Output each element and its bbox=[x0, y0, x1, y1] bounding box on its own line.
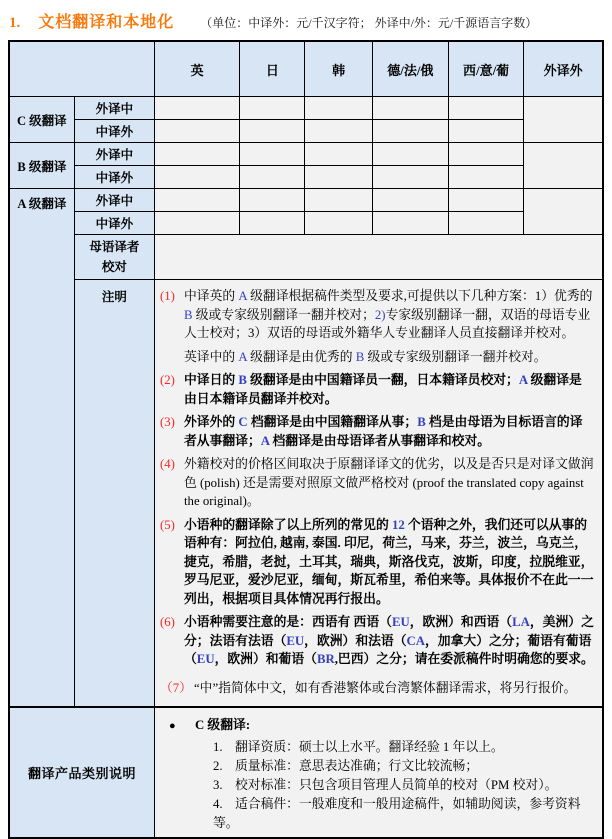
price-cell bbox=[240, 189, 305, 212]
note-text: 小语种的翻译除了以上所列的常见的 12 个语种之外，我们还可以从事的语种有：阿拉伯, 越南, 泰国. 印尼，荷兰，马来，芬兰，波兰，乌克兰，捷克，希腊，老挝，土耳其，瑞典，斯洛伐克，波斯，印度，拉脱维亚，罗马尼亚，爱沙尼亚，缅甸，斯瓦希里，希伯来等。具体报价不在此一一列出，根据项目具体情况再行报出。 bbox=[183, 517, 594, 606]
category-description-content bbox=[154, 707, 603, 838]
note-marker: (6) bbox=[159, 615, 175, 629]
note-item bbox=[160, 287, 594, 343]
c-level-spec-list bbox=[169, 738, 596, 833]
table-row bbox=[9, 189, 603, 212]
title-number: 1. bbox=[9, 15, 21, 31]
table-header-row bbox=[9, 41, 603, 97]
notes-row bbox=[9, 280, 603, 708]
note-marker bbox=[160, 348, 184, 367]
list-item: 翻译资质：硕士以上水平。翻译经验 1 年以上。 bbox=[234, 740, 504, 754]
note-marker: (4) bbox=[159, 457, 175, 471]
notes-cell bbox=[154, 280, 603, 708]
row-label-direction: 外译中 bbox=[74, 97, 154, 120]
price-cell bbox=[305, 120, 372, 143]
col-header-foreign-foreign: 外译外 bbox=[524, 41, 603, 97]
list-item: 质量标准：意思表达准确；行文比较流畅； bbox=[234, 759, 479, 773]
note-text: 小语种需要注意的是：西语有 西语（EU，欧洲）和西语（LA，美洲）之分；法语有法语（EU，欧洲）和法语（CA，加拿大）之分；葡语有葡语（EU，欧洲）和葡语（BR,巴西）之分；请在委派稿件时明确您的要求。 bbox=[183, 615, 594, 666]
price-cell bbox=[448, 212, 523, 235]
price-cell bbox=[154, 97, 239, 120]
row-label-a-level: A 级翻译 bbox=[9, 189, 74, 708]
title-text: 文档翻译和本地化 bbox=[38, 14, 175, 31]
notes-list bbox=[160, 287, 594, 697]
price-cell bbox=[372, 97, 448, 120]
row-label-direction: 中译外 bbox=[74, 120, 154, 143]
c-level-bullet-row bbox=[169, 716, 596, 736]
note-text: 中译英的 A 级翻译根据稿件类型及要求,可提供以下几种方案：1）优秀的 B 级或专家级别翻译一翻并校对；2)专家级别翻译一翻，双语的母语专业人士校对；3）双语的母语或外籍华人专业翻译人员直接翻译并校对。 bbox=[183, 289, 593, 340]
table-row bbox=[9, 235, 603, 280]
price-cell bbox=[372, 120, 448, 143]
col-header-de-fr-ru: 德/法/俄 bbox=[372, 41, 448, 97]
price-cell bbox=[154, 143, 239, 166]
table-row bbox=[9, 143, 603, 166]
category-description-row bbox=[9, 707, 603, 838]
native-proof-price-cell bbox=[154, 235, 603, 280]
price-cell bbox=[448, 166, 523, 189]
list-item: 适合稿件：一般难度和一般用途稿件，如辅助阅读，参考资料等。 bbox=[212, 797, 581, 830]
price-cell bbox=[448, 97, 523, 120]
note-marker: (5) bbox=[159, 517, 175, 532]
price-cell bbox=[154, 212, 239, 235]
price-cell bbox=[305, 97, 372, 120]
row-label-notes: 注明 bbox=[74, 280, 154, 708]
price-cell bbox=[240, 166, 305, 189]
note-item bbox=[160, 413, 594, 450]
price-cell bbox=[154, 120, 239, 143]
price-cell bbox=[154, 166, 239, 189]
row-label-direction: 中译外 bbox=[74, 212, 154, 235]
price-cell bbox=[448, 189, 523, 212]
price-cell bbox=[240, 212, 305, 235]
note-item bbox=[160, 371, 594, 408]
price-cell bbox=[448, 143, 523, 166]
price-cell bbox=[372, 212, 448, 235]
price-cell bbox=[524, 97, 603, 143]
c-level-title: C 级翻译: bbox=[194, 718, 251, 732]
title-unit-note: （单位：中译外：元/千汉字符； 外译中/外：元/千源语言字数） bbox=[200, 16, 538, 30]
price-cell bbox=[305, 166, 372, 189]
price-cell bbox=[240, 97, 305, 120]
price-cell bbox=[305, 189, 372, 212]
note-text: 外籍校对的价格区间取决于原翻译译文的优劣，以及是否只是对译文做润色 (polish) 还是需要对照原文做严格校对 (proof the translated copy against the original)。 bbox=[183, 457, 594, 508]
note-marker: (2) bbox=[159, 373, 175, 387]
col-header-es-it-pt: 西/意/葡 bbox=[448, 41, 523, 97]
native-proof-line2: 校对 bbox=[101, 260, 127, 274]
note-marker: (1) bbox=[159, 289, 175, 303]
price-cell bbox=[448, 120, 523, 143]
price-cell bbox=[524, 189, 603, 235]
note-text: 中译日的 B 级翻译是由中国籍译员一翻，日本籍译员校对；A 级翻译是由日本籍译员翻译并校对。 bbox=[183, 373, 582, 406]
note-item bbox=[160, 613, 594, 669]
note-item bbox=[160, 348, 594, 367]
table-row bbox=[9, 120, 603, 143]
row-label-direction: 中译外 bbox=[74, 166, 154, 189]
row-label-direction: 外译中 bbox=[74, 143, 154, 166]
price-cell bbox=[240, 143, 305, 166]
price-table bbox=[8, 40, 604, 839]
row-label-direction: 外译中 bbox=[74, 189, 154, 212]
note-text: “中”指简体中文，如有香港繁体或台湾繁体翻译需求，将另行报价。 bbox=[193, 680, 577, 695]
col-header-korean: 韩 bbox=[305, 41, 372, 97]
table-row bbox=[9, 166, 603, 189]
price-cell bbox=[372, 189, 448, 212]
corner-cell bbox=[9, 41, 154, 97]
note-text: 英译中的 A 级翻译是由优秀的 B 级或专家级别翻译一翻并校对。 bbox=[183, 349, 547, 364]
price-cell bbox=[372, 143, 448, 166]
price-cell bbox=[240, 120, 305, 143]
col-header-english: 英 bbox=[154, 41, 239, 97]
native-proof-line1: 母语译者 bbox=[89, 240, 140, 254]
page-title bbox=[0, 0, 612, 40]
price-cell bbox=[154, 189, 239, 212]
price-cell bbox=[305, 212, 372, 235]
table-row bbox=[9, 97, 603, 120]
note-marker: (3) bbox=[159, 415, 175, 429]
price-cell bbox=[305, 143, 372, 166]
note-marker: （7） bbox=[159, 680, 192, 695]
note-text: 外译外的 C 档翻译是由中国籍翻译从事；B 档是由母语为目标语言的译者从事翻译；A 档翻译是由母语译者从事翻译和校对。 bbox=[183, 415, 583, 448]
price-cell bbox=[524, 143, 603, 189]
category-description-label: 翻译产品类别说明 bbox=[9, 707, 154, 838]
list-item: 校对标准：只包含项目管理人员简单的校对（PM 校对）。 bbox=[234, 778, 558, 792]
table-row bbox=[9, 212, 603, 235]
bullet-icon: ● bbox=[168, 720, 176, 732]
note-item bbox=[160, 679, 594, 698]
row-label-native-proofreading bbox=[74, 235, 154, 280]
row-label-b-level: B 级翻译 bbox=[9, 143, 74, 189]
row-label-c-level: C 级翻译 bbox=[9, 97, 74, 143]
price-cell bbox=[372, 166, 448, 189]
col-header-japanese: 日 bbox=[240, 41, 305, 97]
note-item bbox=[160, 455, 594, 511]
note-item bbox=[160, 516, 594, 609]
